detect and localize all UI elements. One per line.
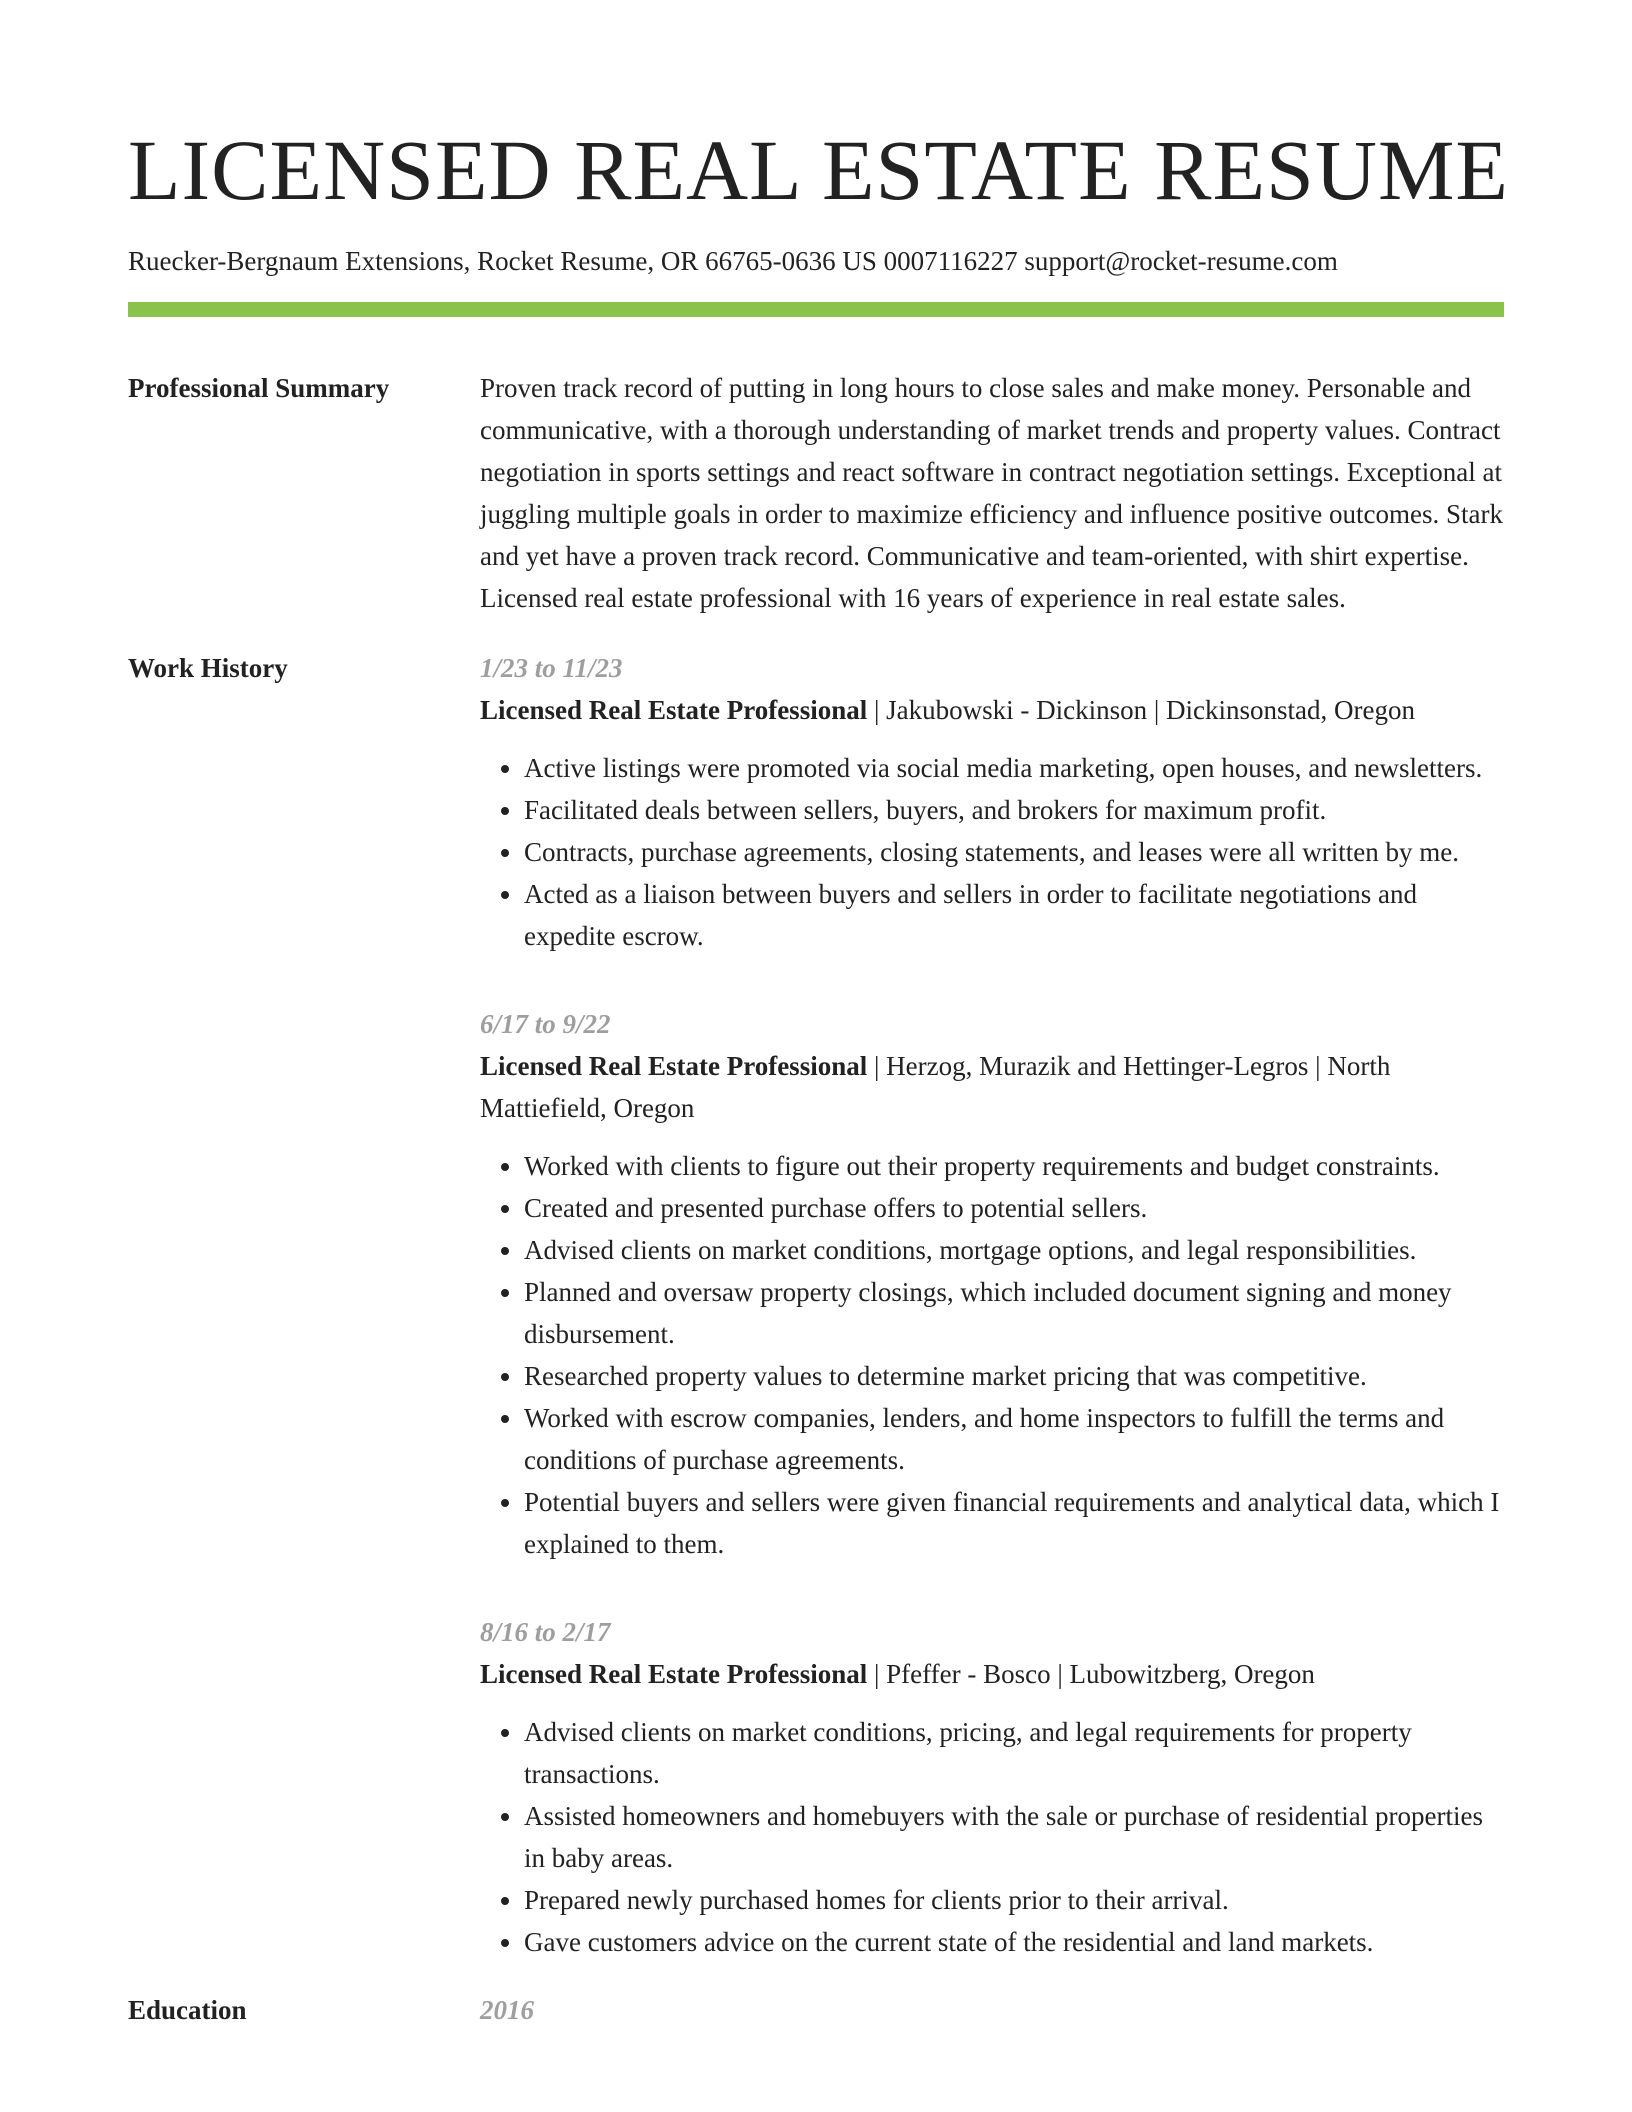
list-item: • Researched property values to determine market pricing that was competitive. bbox=[524, 1355, 1504, 1397]
work-history-body bbox=[480, 647, 1504, 1963]
list-item: • Contracts, purchase agreements, closing statements, and leases were all written by me. bbox=[524, 831, 1504, 873]
job-bullets bbox=[480, 1145, 1504, 1565]
job-entry bbox=[480, 647, 1504, 957]
job-details: | Herzog, Murazik and Hettinger-Legros | North Mattiefield, Oregon bbox=[480, 1051, 1391, 1123]
list-item: • Worked with clients to figure out their property requirements and budget constraints. bbox=[524, 1145, 1504, 1187]
summary-body bbox=[480, 367, 1504, 619]
list-item: • Gave customers advice on the current state of the residential and land markets. bbox=[524, 1921, 1504, 1963]
job-dates: 6/17 to 9/22 bbox=[480, 1009, 611, 1039]
job-bullets bbox=[480, 1711, 1504, 1963]
list-item: • Planned and oversaw property closings, which included document signing and money disbursement. bbox=[524, 1271, 1504, 1355]
job-entry bbox=[480, 1003, 1504, 1565]
list-item: • Assisted homeowners and homebuyers with the sale or purchase of residential properties in baby areas. bbox=[524, 1795, 1504, 1879]
job-dates: 8/16 to 2/17 bbox=[480, 1617, 611, 1647]
job-title: Licensed Real Estate Professional bbox=[480, 695, 868, 725]
list-item: • Created and presented purchase offers to potential sellers. bbox=[524, 1187, 1504, 1229]
job-entry bbox=[480, 1611, 1504, 1963]
education-heading: Education bbox=[128, 1995, 247, 2025]
contact-line: Ruecker-Bergnaum Extensions, Rocket Resume, OR 66765-0636 US 0007116227 support@rocket-resume.com bbox=[128, 246, 1338, 276]
job-details: | Pfeffer - Bosco | Lubowitzberg, Oregon bbox=[867, 1659, 1315, 1689]
list-item: • Worked with escrow companies, lenders, and home inspectors to fulfill the terms and conditions of purchase agreements. bbox=[524, 1397, 1504, 1481]
list-item: • Active listings were promoted via social media marketing, open houses, and newsletters. bbox=[524, 747, 1504, 789]
education-body bbox=[480, 1989, 1504, 2031]
job-details: | Jakubowski - Dickinson | Dickinsonstad, Oregon bbox=[867, 695, 1415, 725]
job-header bbox=[480, 1653, 1504, 1695]
summary-section bbox=[128, 367, 1504, 619]
job-title: Licensed Real Estate Professional bbox=[480, 1659, 868, 1689]
resume-page bbox=[128, 0, 1509, 2031]
work-history-section bbox=[128, 647, 1504, 1963]
list-item: • Prepared newly purchased homes for clients prior to their arrival. bbox=[524, 1879, 1504, 1921]
list-item: • Advised clients on market conditions, mortgage options, and legal responsibilities. bbox=[524, 1229, 1504, 1271]
job-header bbox=[480, 689, 1504, 731]
work-history-heading: Work History bbox=[128, 653, 288, 683]
summary-heading: Professional Summary bbox=[128, 373, 390, 403]
list-item: • Potential buyers and sellers were given financial requirements and analytical data, which I explained to them. bbox=[524, 1481, 1504, 1565]
list-item: • Advised clients on market conditions, pricing, and legal requirements for property transactions. bbox=[524, 1711, 1504, 1795]
summary-text: Proven track record of putting in long hours to close sales and make money. Personable and communicative, with a thorough understanding of market trends and property values. Contract negotiation in sports settings and react software in contract negotiation settings. Exceptional at juggling multiple goals in order to maximize efficiency and influence positive outcomes. Stark and yet have a proven track record. Communicative and team-oriented, with shirt expertise. Licensed real estate professional with 16 years of experience in real estate sales. bbox=[480, 373, 1503, 613]
list-item: • Acted as a liaison between buyers and sellers in order to facilitate negotiations and expedite escrow. bbox=[524, 873, 1504, 957]
job-dates: 1/23 to 11/23 bbox=[480, 653, 623, 683]
resume-title: LICENSED REAL ESTATE RESUME bbox=[128, 122, 1509, 218]
education-section bbox=[128, 1989, 1504, 2031]
list-item: • Facilitated deals between sellers, buyers, and brokers for maximum profit. bbox=[524, 789, 1504, 831]
education-dates: 2016 bbox=[480, 1995, 534, 2025]
job-title: Licensed Real Estate Professional bbox=[480, 1051, 868, 1081]
job-bullets bbox=[480, 747, 1504, 957]
accent-divider bbox=[128, 302, 1504, 317]
job-header bbox=[480, 1045, 1504, 1129]
